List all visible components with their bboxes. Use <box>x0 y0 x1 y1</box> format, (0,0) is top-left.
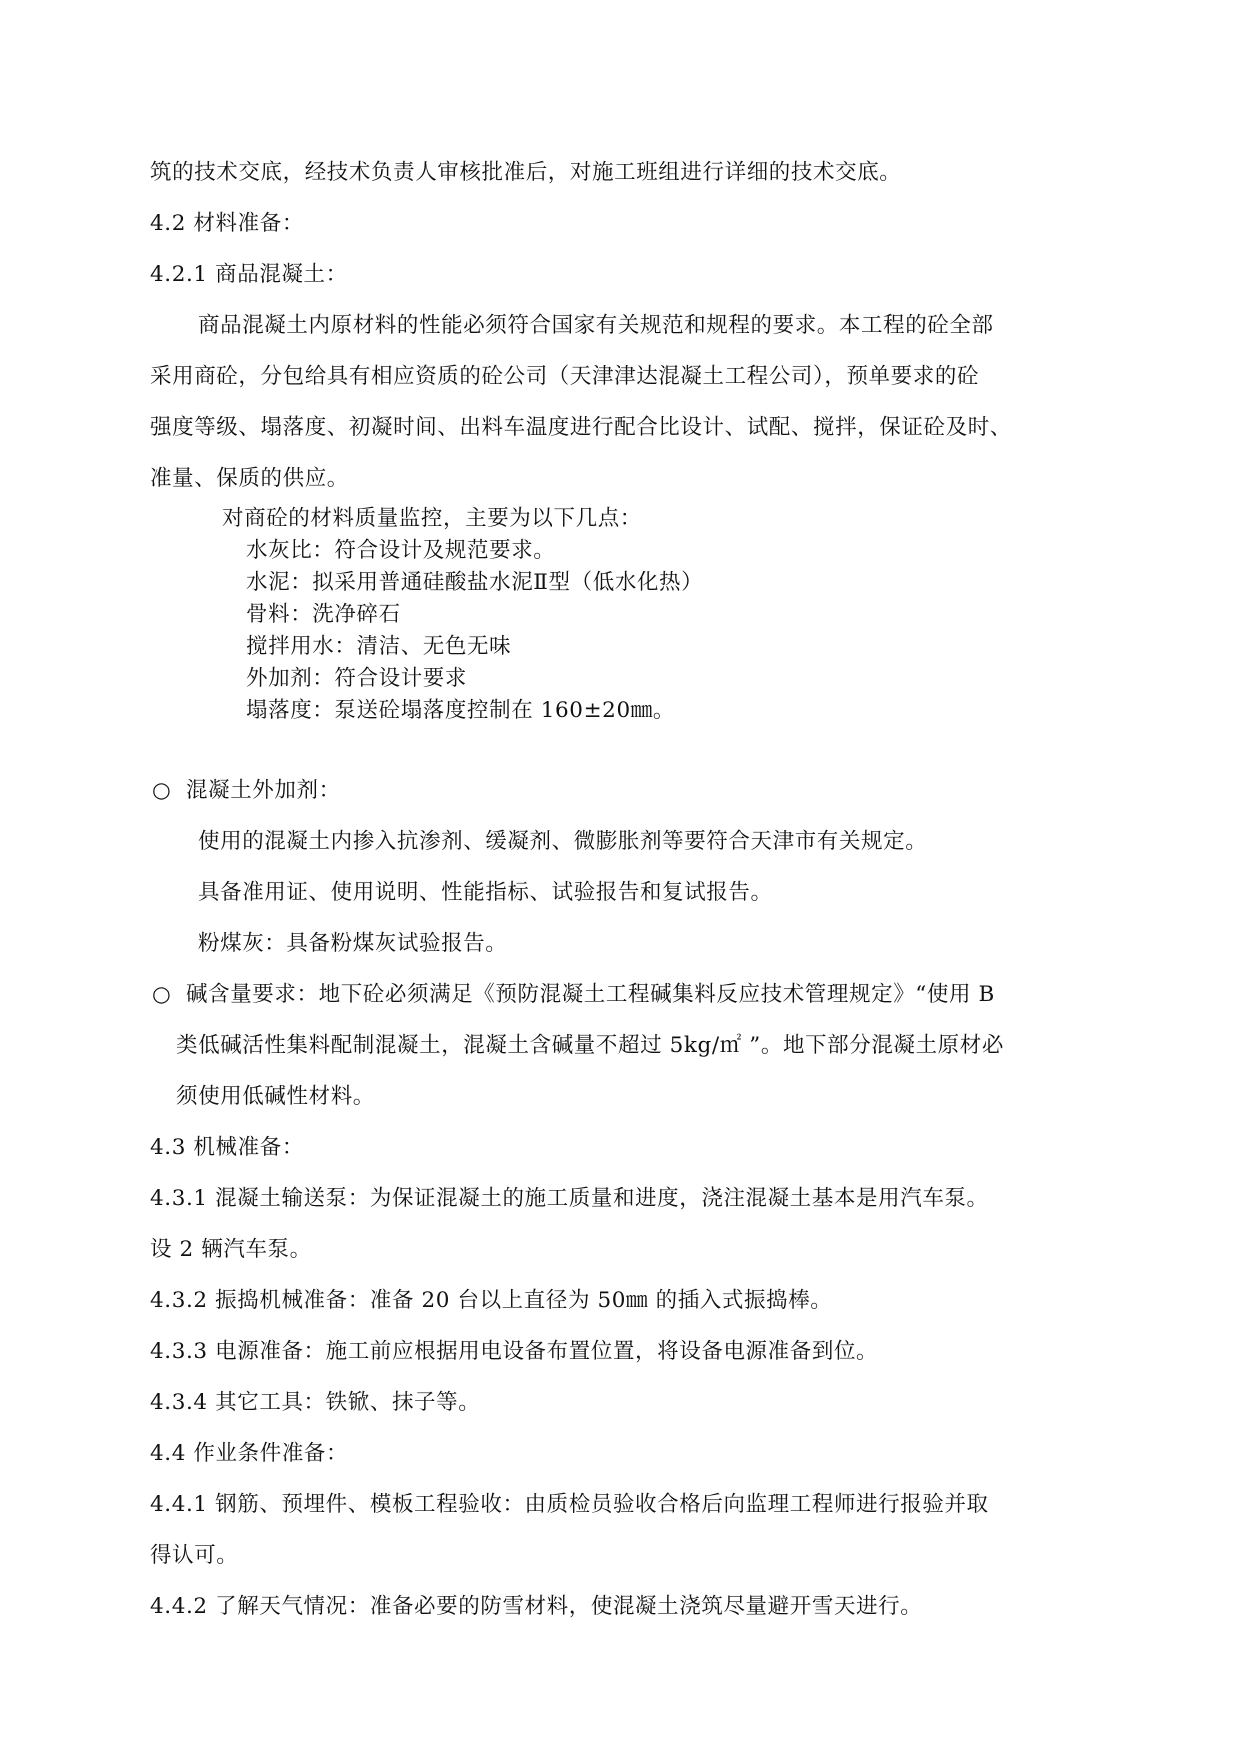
bullet-admixture: ○ <box>152 778 172 803</box>
pump-line-2: 设 2 辆汽车泵。 <box>150 1237 312 1262</box>
qc-item-water-cement: 水灰比：符合设计及规范要求。 <box>246 538 556 563</box>
concrete-para-line-1: 商品混凝土内原材料的性能必须符合国家有关规范和规程的要求。本工程的砼全部 <box>198 313 994 338</box>
qc-item-slump: 塌落度：泵送砼塌落度控制在 160±20㎜。 <box>246 698 675 723</box>
heading-4-3: 4.3 机械准备： <box>150 1135 304 1160</box>
alkali-line-3: 须使用低碱性材料。 <box>176 1084 375 1109</box>
heading-4-2-1: 4.2.1 商品混凝土： <box>150 262 348 287</box>
admixture-title: 混凝土外加剂： <box>186 778 341 803</box>
concrete-para-line-3: 强度等级、塌落度、初凝时间、出料车温度进行配合比设计、试配、搅拌，保证砼及时、 <box>150 415 1012 440</box>
alkali-line-1: 碱含量要求：地下砼必须满足《预防混凝土工程碱集料反应技术管理规定》“使用 B <box>186 982 995 1007</box>
tools-line: 4.3.4 其它工具：铁锨、抹子等。 <box>150 1390 481 1415</box>
qc-item-cement: 水泥：拟采用普通硅酸盐水泥Ⅱ型（低水化热） <box>246 570 704 595</box>
admixture-line-3: 粉煤灰：具备粉煤灰试验报告。 <box>198 931 508 956</box>
concrete-para-line-2: 采用商砼，分包给具有相应资质的砼公司（天津津达混凝土工程公司），预单要求的砼 <box>150 364 980 389</box>
power-line: 4.3.3 电源准备：施工前应根据用电设备布置位置，将设备电源准备到位。 <box>150 1339 879 1364</box>
heading-4-2: 4.2 材料准备： <box>150 211 304 236</box>
qc-item-admixture: 外加剂：符合设计要求 <box>246 666 468 691</box>
bullet-alkali: ○ <box>152 982 172 1007</box>
acceptance-line-2: 得认可。 <box>150 1543 239 1568</box>
admixture-line-2: 具备准用证、使用说明、性能指标、试验报告和复试报告。 <box>198 880 773 905</box>
weather-line: 4.4.2 了解天气情况：准备必要的防雪材料，使混凝土浇筑尽量避开雪天进行。 <box>150 1594 923 1619</box>
qc-item-mixing-water: 搅拌用水：清洁、无色无味 <box>246 634 512 659</box>
pump-line-1: 4.3.1 混凝土输送泵：为保证混凝土的施工质量和进度，浇注混凝土基本是用汽车泵。 <box>150 1186 989 1211</box>
concrete-para-line-4: 准量、保质的供应。 <box>150 466 349 491</box>
quality-control-intro: 对商砼的材料质量监控，主要为以下几点： <box>222 506 642 531</box>
qc-item-aggregate: 骨料：洗净碎石 <box>246 602 401 627</box>
admixture-line-1: 使用的混凝土内掺入抗渗剂、缓凝剂、微膨胀剂等要符合天津市有关规定。 <box>198 829 928 854</box>
paragraph-intro: 筑的技术交底，经技术负责人审核批准后，对施工班组进行详细的技术交底。 <box>150 160 902 185</box>
alkali-line-2: 类低碱活性集料配制混凝土，混凝土含碱量不超过 5kg/㎡ ”。地下部分混凝土原材必 <box>176 1033 1004 1058</box>
vibrator-line: 4.3.2 振捣机械准备：准备 20 台以上直径为 50㎜ 的插入式振捣棒。 <box>150 1288 833 1313</box>
heading-4-4: 4.4 作业条件准备： <box>150 1441 349 1466</box>
acceptance-line-1: 4.4.1 钢筋、预埋件、模板工程验收：由质检员验收合格后向监理工程师进行报验并取 <box>150 1492 989 1517</box>
